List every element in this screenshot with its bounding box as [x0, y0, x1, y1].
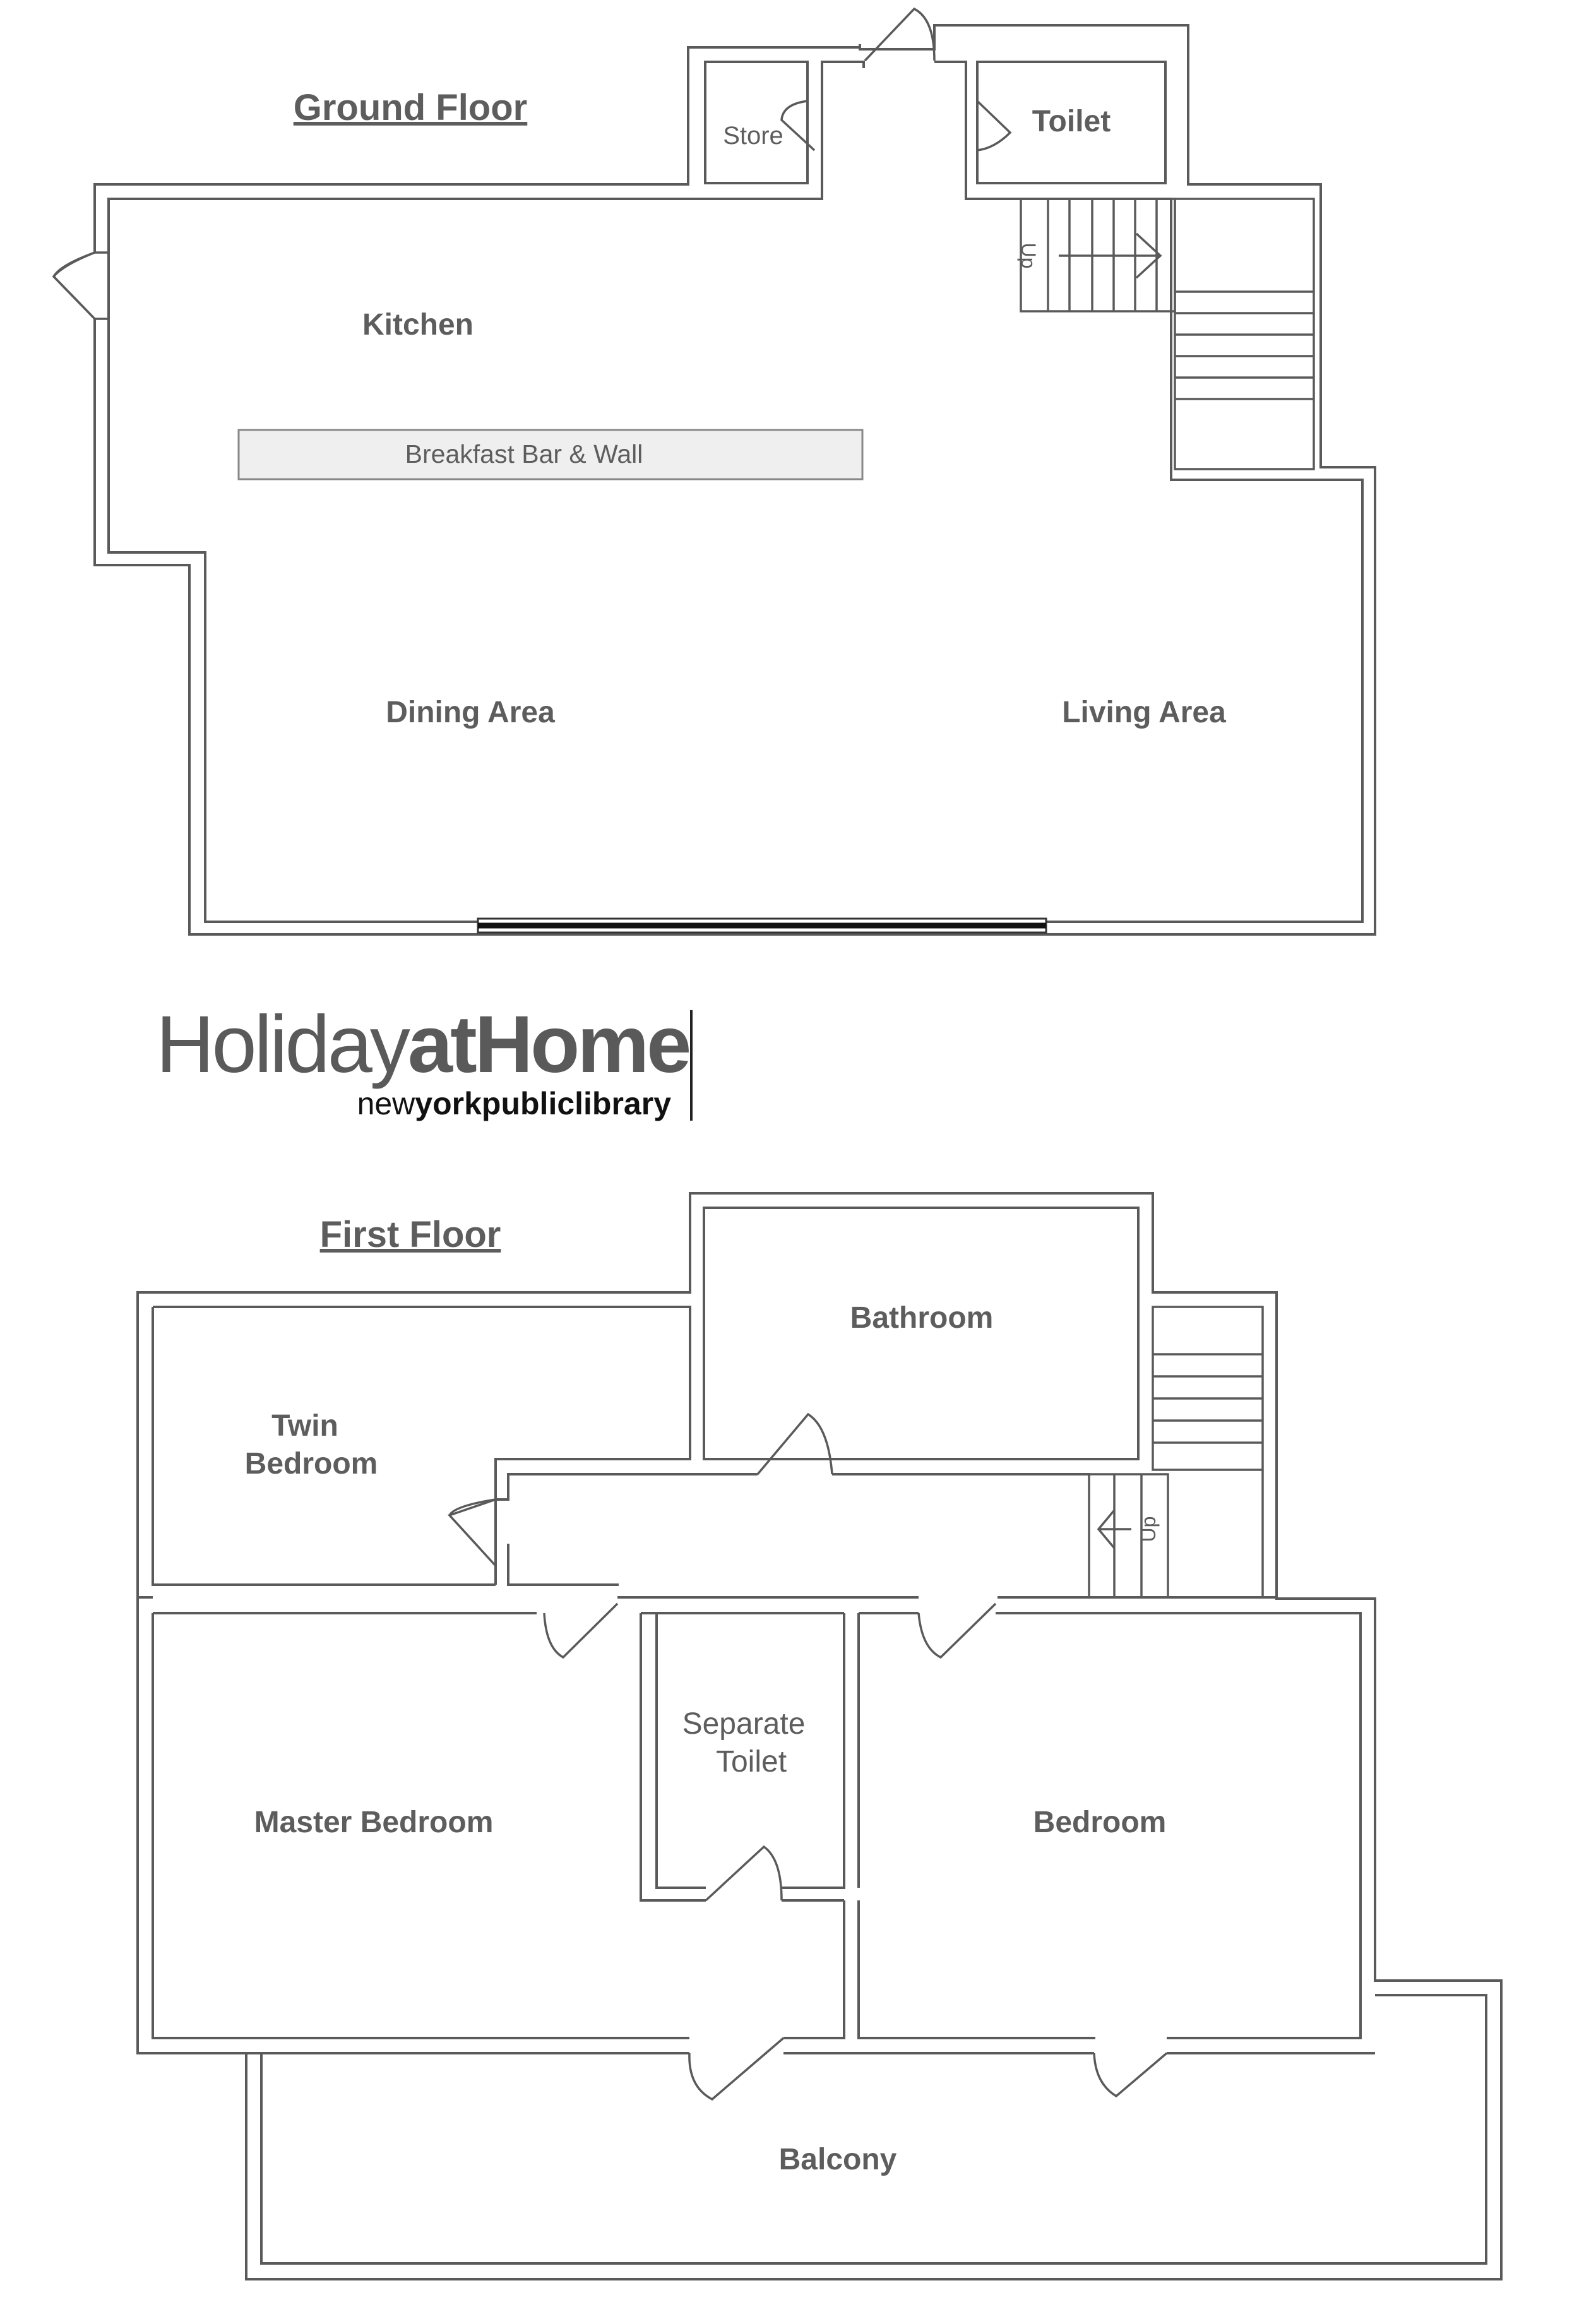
stairs-arrow-icon — [1059, 234, 1160, 278]
twin-bedroom-label-line1: Twin — [271, 1409, 338, 1443]
ground-floor-title: Ground Floor — [293, 87, 528, 128]
toilet-door-icon — [977, 101, 1010, 150]
ground-stairs-up-label: Up — [1017, 242, 1040, 269]
twin-bedroom-label-line2: Bedroom — [244, 1447, 378, 1481]
twin-bedroom-wall — [153, 1307, 1089, 1585]
master-balcony-door-icon — [689, 2038, 783, 2099]
store-door-icon — [782, 101, 814, 150]
svg-text:HolidayatHome — [156, 999, 689, 1090]
first-floor-plan — [138, 1193, 1501, 2279]
separate-toilet-label-line2: Toilet — [715, 1745, 787, 1779]
bedroom-label: Bedroom — [1033, 1806, 1167, 1839]
bedroom-balcony-door-icon — [1094, 2053, 1167, 2096]
side-door-leaf-icon — [54, 253, 109, 319]
logo-york-text: york — [415, 1086, 482, 1121]
svg-text:newyorkpubliclibrary — [357, 1086, 672, 1121]
ground-floor-plan — [54, 9, 1375, 934]
balcony-wall — [261, 1995, 1486, 2263]
bathroom-label: Bathroom — [850, 1301, 994, 1335]
logo-athome-text: atHome — [407, 999, 689, 1090]
dining-area-label: Dining Area — [386, 696, 555, 729]
toilet-label: Toilet — [1032, 105, 1111, 138]
logo-library-text: library — [575, 1086, 671, 1121]
logo-public-text: public — [481, 1086, 575, 1121]
breakfast-bar-label: Breakfast Bar & Wall — [405, 439, 643, 468]
master-bedroom-label: Master Bedroom — [254, 1806, 494, 1839]
holiday-at-home-logo — [156, 999, 691, 1121]
logo-new-text: new — [357, 1086, 415, 1121]
front-door-icon — [865, 9, 934, 61]
separate-toilet-door-icon — [706, 1847, 782, 1900]
sliding-glass-door-icon — [478, 919, 1046, 933]
separate-toilet-label-line1: Separate — [682, 1707, 806, 1741]
first-floor-title: First Floor — [319, 1214, 501, 1255]
first-floor-outer-wall — [138, 1193, 1501, 2279]
first-floor-stairs — [1089, 1307, 1263, 1597]
living-area-label: Living Area — [1062, 696, 1226, 729]
balcony-label: Balcony — [778, 2143, 897, 2176]
bathroom-door-icon — [758, 1414, 832, 1474]
bedroom-door-icon — [919, 1604, 996, 1657]
master-bedroom-door-icon — [544, 1604, 617, 1657]
logo-holiday-text: Holiday — [156, 999, 408, 1090]
first-stairs-up-label: Up — [1137, 1516, 1160, 1542]
kitchen-label: Kitchen — [362, 308, 474, 342]
ground-floor-stairs — [1021, 199, 1314, 469]
store-label: Store — [723, 122, 783, 150]
ground-floor-inner-wall — [109, 62, 1362, 922]
